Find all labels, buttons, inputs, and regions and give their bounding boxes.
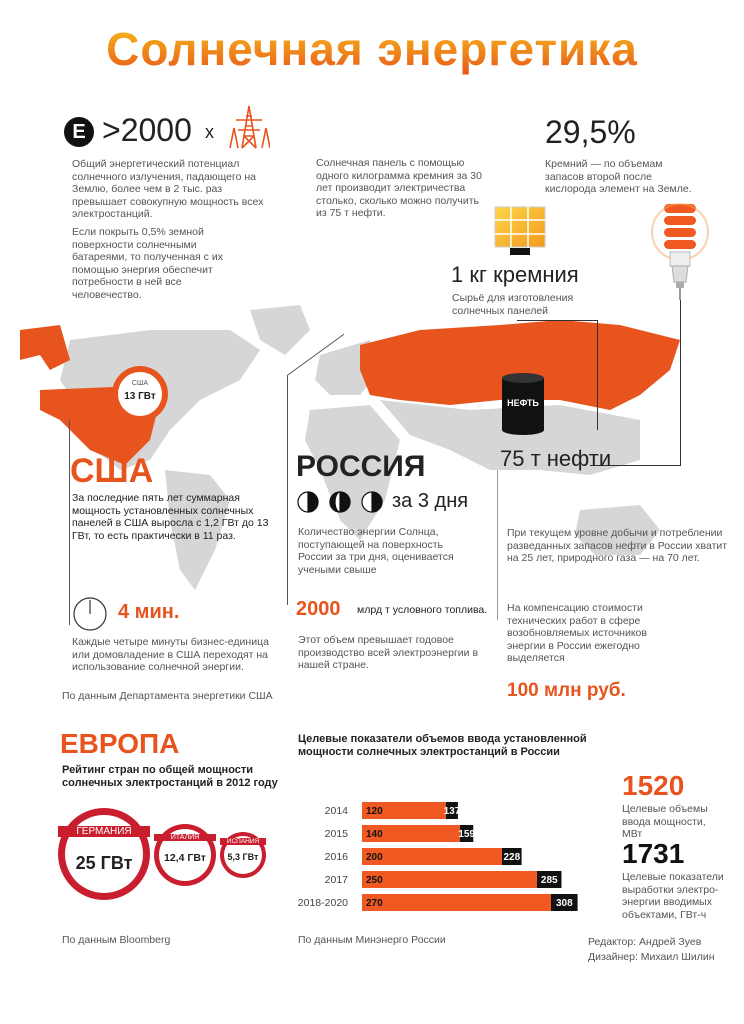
silicon-title: 1 кг кремния (451, 262, 579, 287)
silicon-text: Сырьё для изготовления солнечных панелей (452, 292, 574, 317)
europe-subtitle: Рейтинг стран по общей мощности солнечных электростанций в 2012 году (62, 764, 278, 789)
total-2-label: Целевые показатели выработки электро-энергии вводимых объектами, ГВт-ч (622, 871, 724, 921)
top-left-value: >2000 (102, 112, 192, 148)
oil-text: При текущем уровне добычи и потреблении разведанных запасов нефти в России хватит на 25 лет, природного газа — на 70 лет. (507, 527, 728, 564)
total-1-label: Целевые объемы ввода мощности, МВт (622, 803, 708, 840)
italy-label: ИТАЛИЯ (154, 834, 216, 841)
connector-line (69, 420, 70, 625)
germany-label: ГЕРМАНИЯ (58, 826, 150, 837)
connector-line (287, 375, 288, 605)
germany-value: 25 ГВт (75, 853, 133, 873)
moon-phases (296, 490, 391, 519)
clock-icon (72, 596, 108, 632)
bar-value-series-2: 308 (555, 898, 573, 909)
spain-label: ИСПАНИЯ (220, 838, 266, 845)
category-label: 2014 (324, 805, 348, 817)
chart-source: По данным Минэнерго России (298, 934, 446, 946)
times-sign: x (205, 122, 214, 142)
compensation-value: 100 млн руб. (507, 680, 626, 701)
total-1-value: 1520 (622, 770, 685, 801)
russia-text-2: Этот объем превышает годовое производство всей электроэнергии в нашей стране. (298, 634, 479, 671)
russia-days: за 3 дня (392, 490, 469, 512)
editor-credit: Редактор: Андрей Зуев (588, 936, 702, 948)
bar-series-1 (362, 894, 551, 911)
italy-badge (154, 824, 216, 886)
bar-series-1 (362, 871, 537, 888)
bar-value-series-1: 270 (366, 898, 383, 909)
connector-line (497, 470, 498, 620)
usa-text: За последние пять лет суммарная мощность установленных солнечных панелей в США выросла с 1,2 ГВт до 13 ГВт, то есть практически в 11 раз. (72, 492, 269, 542)
total-2-value: 1731 (622, 838, 685, 869)
bar-value-series-2: 137 (443, 806, 461, 817)
category-label: 2018-2020 (297, 897, 348, 909)
oil-barrel-label: НЕФТЬ (507, 398, 539, 408)
bar-value-series-1: 140 (366, 829, 383, 840)
bar-value-series-1: 200 (366, 852, 383, 863)
bar-value-series-2: 228 (503, 852, 521, 863)
solar-panel-icon (494, 206, 546, 256)
connector-line (597, 320, 598, 430)
target-capacity-chart (296, 796, 616, 922)
category-label: 2017 (324, 874, 348, 886)
silicon-share-text: Кремний — по объемам запасов второй после кислорода элемент на Земле. (545, 158, 692, 195)
oil-title: 75 т нефти (500, 446, 612, 471)
energy-logo-icon: E (64, 117, 94, 147)
designer-credit: Дизайнер: Михаил Шилин (588, 951, 715, 963)
usa-source: По данным Департамента энергетики США (62, 690, 273, 702)
connector-line (680, 300, 681, 465)
category-label: 2016 (324, 851, 348, 863)
top-left-text-1: Общий энергетический потенциал солнечного излучения, падающего на Землю, более чем в 2 тыс. раз превышает совокупную мощность всех электростанций. (72, 158, 264, 220)
connector-line (517, 320, 597, 321)
europe-source: По данным Bloomberg (62, 934, 171, 946)
bar-value-series-1: 250 (366, 875, 383, 886)
spain-badge (220, 832, 266, 878)
usa-badge (112, 366, 168, 422)
page-title: Солнечная энергетика (0, 22, 744, 76)
top-left-text-2: Если покрыть 0,5% земной поверхности солнечными батареями, то полученная с их помощью энергия обеспечит потребности в ней все человечество. (72, 226, 223, 301)
usa-clock-value: 4 мин. (118, 601, 180, 623)
usa-badge-country: США (131, 380, 149, 387)
usa-badge-value: 13 ГВт (124, 391, 156, 402)
moon-phases-icon (296, 490, 391, 514)
power-tower-icon (228, 102, 270, 150)
russia-title: РОССИЯ (296, 450, 426, 483)
bar-value-series-1: 120 (366, 806, 383, 817)
europe-title: ЕВРОПА (60, 728, 180, 759)
chart-title: Целевые показатели объемов ввода установленной мощности солнечных электростанций в России (298, 733, 587, 758)
russia-value-unit: млрд т условного топлива. (357, 604, 488, 616)
spain-value: 5,3 ГВт (227, 852, 259, 862)
compensation-text: На компенсацию стоимости технических работ в сфере возобновляемых источников энергии в России ежегодно выделяется (507, 602, 647, 664)
category-label: 2015 (324, 828, 348, 840)
italy-value: 12,4 ГВт (164, 852, 206, 864)
bar-value-series-2: 159 (458, 829, 475, 840)
usa-title: США (70, 452, 154, 490)
silicon-share-value: 29,5% (545, 114, 636, 150)
germany-badge (58, 808, 150, 900)
bar-value-series-2: 285 (540, 875, 558, 886)
bar-series-1 (362, 848, 502, 865)
energy-saving-bulb-icon (650, 198, 710, 300)
russia-text: Количество энергии Солнца, поступающей на поверхность России за три дня, оценивается учеными свыше (298, 526, 454, 576)
top-mid-text: Солнечная панель с помощью одного килограмма кремния за 30 лет производит электричества столько, сколько можно получить из 75 т нефти. (316, 157, 482, 219)
russia-value: 2000 (296, 598, 341, 620)
usa-clock-text: Каждые четыре минуты бизнес-единица или домовладение в США переходят на использование солнечной энергии. (72, 636, 269, 673)
